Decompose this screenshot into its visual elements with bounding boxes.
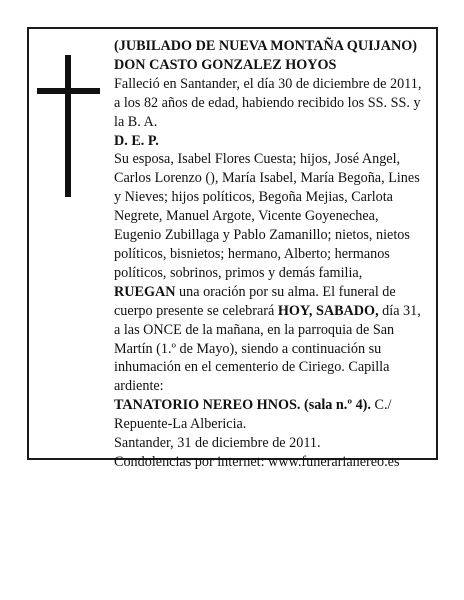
death-announcement: Falleció en Santander, el día 30 de diciembre de 2011, a los 82 años de edad, habiendo recibido los SS. SS. y la B. A.: [114, 75, 422, 130]
funeral-paragraph: [114, 283, 424, 396]
cross-vertical-bar: [65, 55, 71, 197]
obituary-text: [114, 37, 424, 472]
date-line: Santander, 31 de diciembre de 2011.: [114, 435, 321, 452]
ruegan-label: RUEGAN: [114, 283, 176, 300]
chapel-address: C./ Repuente-La Albericia.: [114, 397, 392, 433]
deceased-former-employer: (JUBILADO DE NUEVA MONTAÑA QUIJANO): [114, 38, 417, 54]
rest-in-peace: D. E. P.: [114, 132, 159, 149]
prayer-text-1: una oración por su alma. El funeral de cuerpo presente se celebrará: [114, 283, 396, 319]
prayer-text-2: día 31, a las ONCE de la mañana, en la parroquia de San Martín (1.º de Mayo), siendo a continuación su inhumación en el cementerio de Ciriego. Capilla ardiente:: [114, 302, 421, 395]
chapel-name: TANATORIO NEREO HNOS. (sala n.º 4).: [114, 397, 371, 414]
chapel-paragraph: [114, 396, 424, 434]
family-list: Su esposa, Isabel Flores Cuesta; hijos, José Angel, Carlos Lorenzo (), María Isabel, María Begoña, Lines y Nieves; hijos políticos, Begoña Mejias, Carlota Negrete, Manuel Argote, Vicente Goyenechea, Eugenio Zubillaga y Pablo Zamanillo; nietos, nietos políticos, bisnietos; hermano, Alberto; hermanos políticos, sobrinos, primos y demás familia,: [114, 151, 420, 281]
deceased-name: DON CASTO GONZALEZ HOYOS: [114, 56, 337, 73]
funeral-date: HOY, SABADO,: [277, 302, 379, 319]
condolences-line: Condolencias por internet: www.funerarianereo.es: [114, 453, 400, 470]
cross-horizontal-bar: [37, 88, 100, 94]
